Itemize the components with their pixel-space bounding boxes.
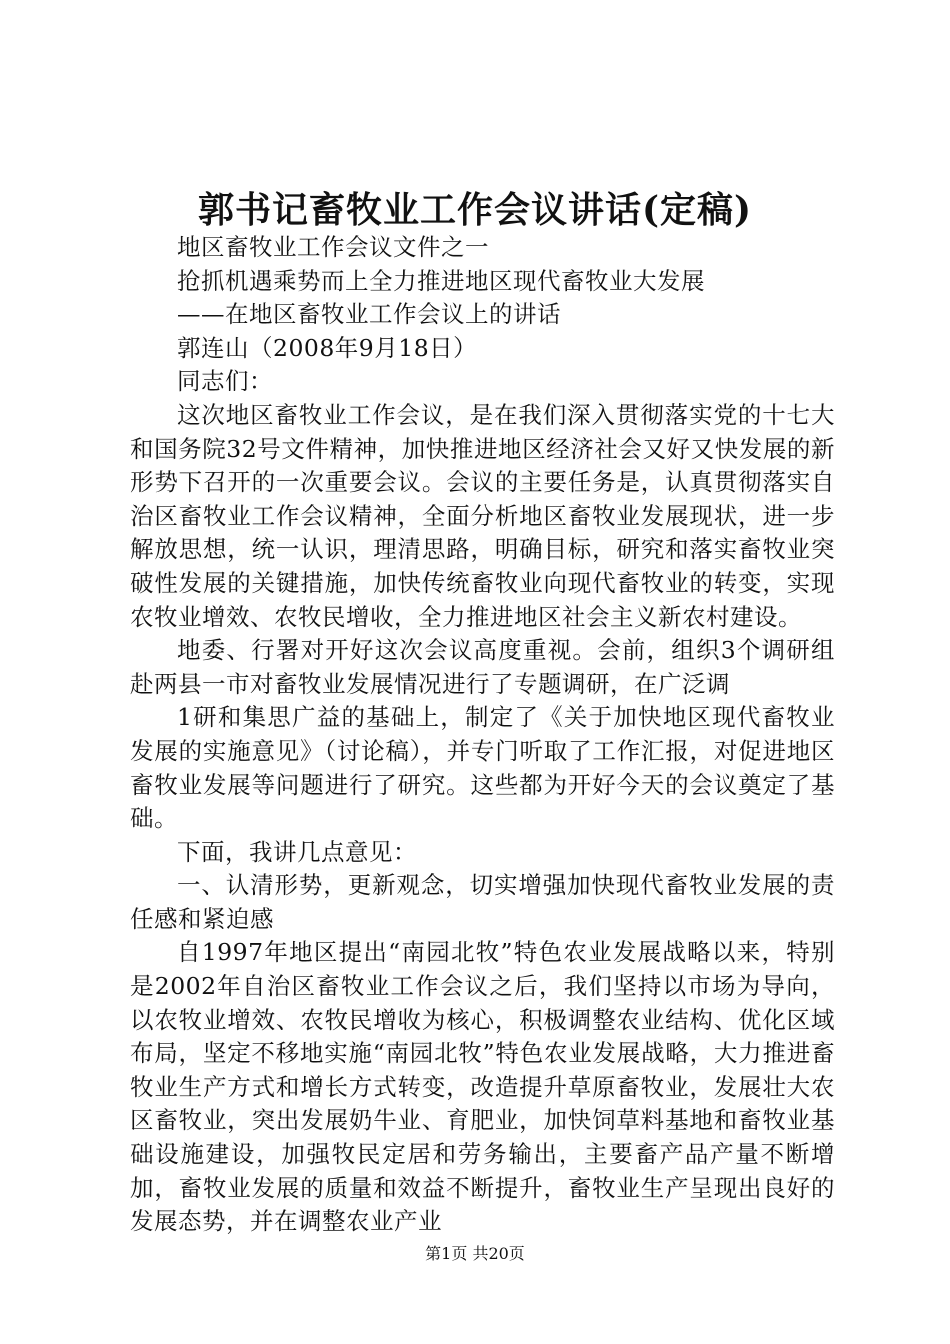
paragraph-body: 自1997年地区提出“南园北牧”特色农业发展战略以来，特别是2002年自治区畜牧业工作会议之后，我们坚持以市场为导向，以农牧业增效、农牧民增收为核心，积极调整农业结构、优化区域布局，坚定不移地实施“南园北牧”特色农业发展战略，大力推进畜牧业生产方式和增长方式转变，改造提升草原畜牧业，发展壮大农区畜牧业，突出发展奶牛业、育肥业，加快饲草料基地和畜牧业基础设施建设，加强牧民定居和劳务输出，主要畜产品产量不断增加，畜牧业发展的质量和效益不断提升，畜牧业生产呈现出良好的发展态势，并在调整农业产业 <box>130 938 835 1236</box>
paragraph-speech-title: 抢抓机遇乘势而上全力推进地区现代畜牧业大发展 <box>177 266 705 295</box>
document-title: 郭书记畜牧业工作会议讲话(定稿) <box>197 189 753 231</box>
paragraph-speaker-date: 郭连山（2008年9月18日） <box>177 333 478 362</box>
paragraph-body: 1研和集思广益的基础上，制定了《关于加快地区现代畜牧业发展的实施意见》（讨论稿），并专门听取了工作汇报，对促进地区畜牧业发展等问题进行了研究。这些都为开好今天的会议奠定了基础。 <box>130 703 835 833</box>
paragraph-body: 下面，我讲几点意见： <box>177 837 417 866</box>
paragraph-body: 这次地区畜牧业工作会议，是在我们深入贯彻落实党的十七大和国务院32号文件精神，加快推进地区经济社会又好又快发展的新形势下召开的一次重要会议。会议的主要任务是，认真贯彻落实自治区畜牧业工作会议精神，全面分析地区畜牧业发展现状，进一步解放思想，统一认识，理清思路，明确目标，研究和落实畜牧业突破性发展的关键措施，加快传统畜牧业向现代畜牧业的转变，实现农牧业增效、农牧民增收，全力推进地区社会主义新农村建设。 <box>130 400 835 631</box>
paragraph-body: 地委、行署对开好这次会议高度重视。会前，组织3个调研组赴两县一市对畜牧业发展情况进行了专题调研，在广泛调 <box>130 636 835 698</box>
document-body <box>130 231 835 1239</box>
paragraph-salutation: 同志们： <box>177 367 273 396</box>
paragraph-speech-subtitle: ——在地区畜牧业工作会议上的讲话 <box>177 300 561 329</box>
page-footer: 第1页 共20页 <box>425 1244 525 1263</box>
paragraph-file-label: 地区畜牧业工作会议文件之一 <box>177 233 489 261</box>
section-heading: 一、认清形势，更新观念，切实增强加快现代畜牧业发展的责任感和紧迫感 <box>130 871 835 933</box>
